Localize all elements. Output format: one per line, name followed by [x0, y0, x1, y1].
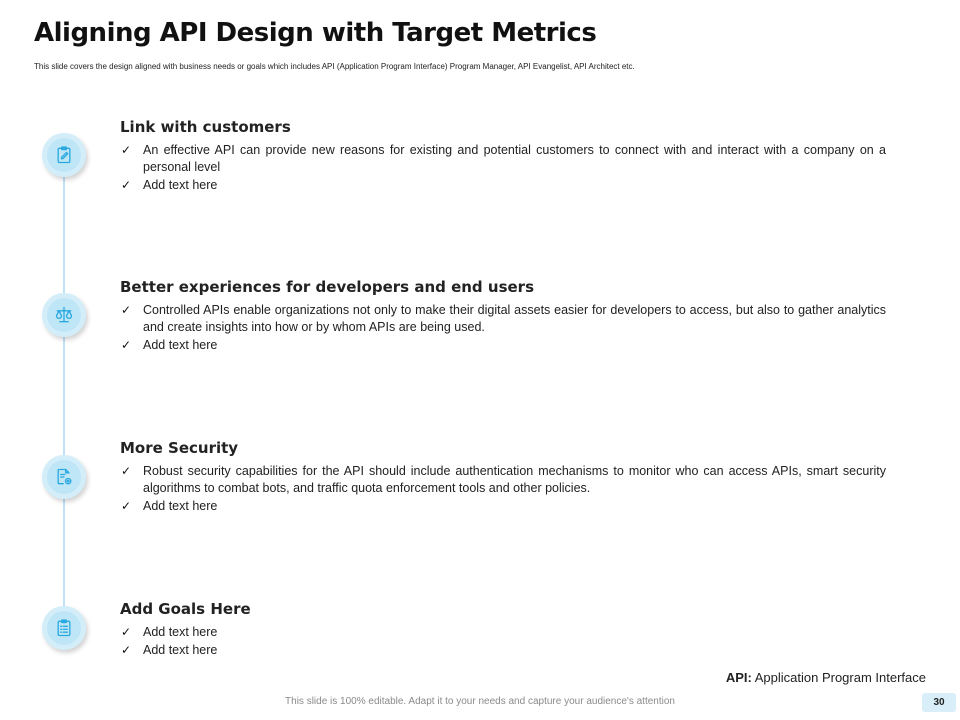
document-settings-icon — [54, 467, 74, 487]
bullet-item — [120, 463, 886, 497]
timeline-line — [63, 155, 65, 630]
step-icon-4 — [42, 606, 86, 650]
checklist-icon — [54, 618, 74, 638]
bullet-item — [120, 177, 886, 194]
bullet-item — [120, 337, 886, 354]
checkmark-icon: ✓ — [121, 464, 132, 478]
slide-title: Aligning API Design with Target Metrics — [34, 18, 597, 48]
step-icon-3 — [42, 455, 86, 499]
bullet-text: Controlled APIs enable organizations not only to make their digital assets easier for developers to access, but also to gather analytics and create insights into how or by whom APIs are being used. — [143, 303, 886, 334]
section-heading: Better experiences for developers and end users — [120, 278, 535, 296]
footnote — [726, 670, 926, 685]
slide-subtitle: This slide covers the design aligned with business needs or goals which includes API (Application Program Interface) Program Manager, API Evangelist, API Architect etc. — [34, 62, 635, 71]
checkmark-icon: ✓ — [121, 178, 132, 192]
bullet-item — [120, 624, 886, 641]
bullet-text: Add text here — [143, 499, 218, 513]
checkmark-icon: ✓ — [121, 499, 132, 513]
clipboard-icon — [54, 145, 74, 165]
page-number: 30 — [922, 693, 956, 712]
step-icon-2 — [42, 293, 86, 337]
bullet-text: Robust security capabilities for the API should include authentication mechanisms to monitor who can access APIs, smart security algorithms to combat bots, and traffic quota enforcement tools and other policies. — [143, 464, 886, 495]
bullet-text: Add text here — [143, 625, 218, 639]
balance-scale-icon — [54, 305, 74, 325]
bullet-text: Add text here — [143, 338, 218, 352]
checkmark-icon: ✓ — [121, 338, 132, 352]
bullet-text: Add text here — [143, 643, 218, 657]
step-icon-1 — [42, 133, 86, 177]
bullet-item — [120, 302, 886, 336]
checkmark-icon: ✓ — [121, 625, 132, 639]
checkmark-icon: ✓ — [121, 303, 132, 317]
footnote-term: API: — [725, 670, 752, 685]
bullet-item — [120, 498, 886, 515]
section-link-with-customers — [120, 118, 886, 195]
section-more-security — [120, 439, 886, 516]
bullet-text: Add text here — [143, 178, 218, 192]
footer-text: This slide is 100% editable. Adapt it to your needs and capture your audience's attention — [285, 696, 675, 707]
section-better-experiences — [120, 278, 886, 355]
bullet-text: An effective API can provide new reasons for existing and potential customers to connect with and interact with a company on a personal level — [143, 143, 886, 174]
checkmark-icon: ✓ — [121, 143, 132, 157]
footnote-definition: Application Program Interface — [754, 670, 926, 685]
bullet-item — [120, 142, 886, 176]
section-heading: Link with customers — [120, 118, 291, 136]
section-heading: Add Goals Here — [120, 600, 251, 618]
bullet-item — [120, 642, 886, 659]
checkmark-icon: ✓ — [121, 643, 132, 657]
section-add-goals — [120, 600, 886, 660]
section-heading: More Security — [120, 439, 239, 457]
